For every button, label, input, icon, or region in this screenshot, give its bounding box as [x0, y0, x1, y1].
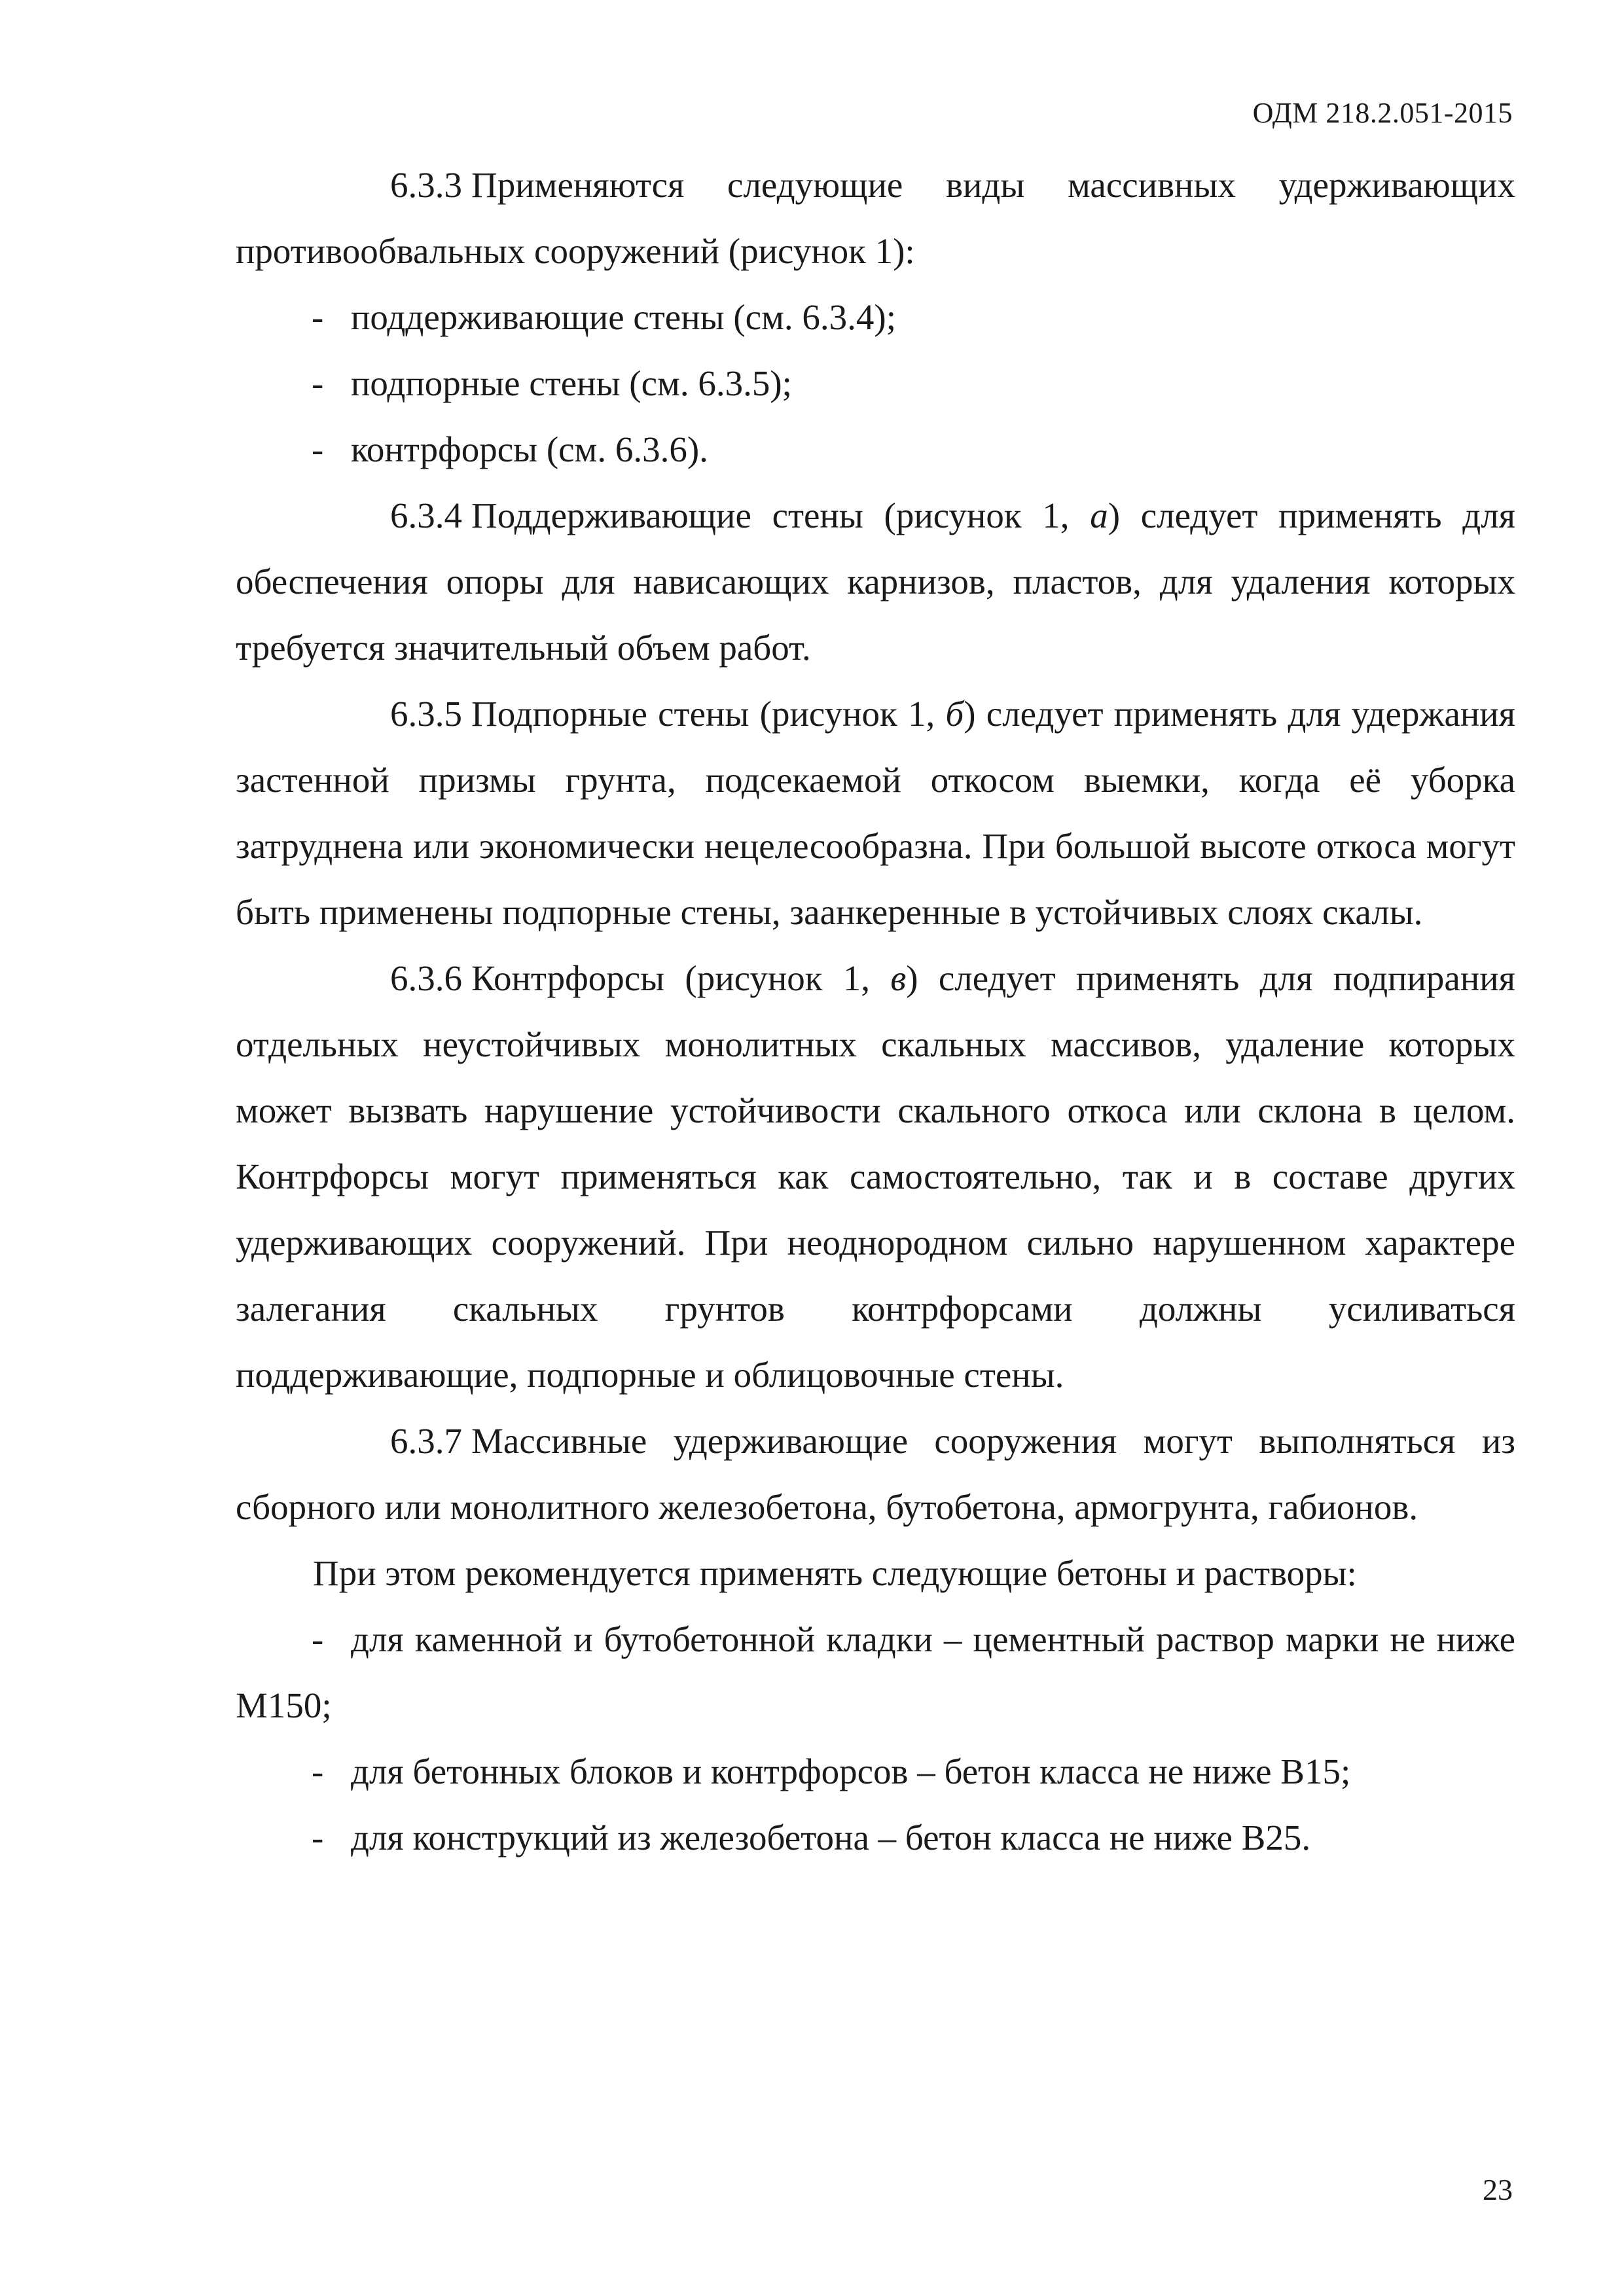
list-item-text: для бетонных блоков и контрфорсов – бетон класса не ниже В15; [351, 1751, 1351, 1791]
list-dash: - [312, 1818, 324, 1857]
paragraph-text: Поддерживающие стены (рисунок 1, [471, 495, 1070, 535]
list-dash: - [312, 363, 324, 403]
list-item [236, 1606, 1515, 1738]
list-item-text: для каменной и бутобетонной кладки – цементный раствор марки не ниже М150; [236, 1619, 1515, 1725]
list-item-text: поддерживающие стены (см. 6.3.4); [351, 297, 896, 337]
paragraph-text: ) следует применять для обеспечения опоры для нависающих карнизов, пластов, для удаления которых требуется значительный объем работ. [236, 495, 1515, 668]
paragraph-6-3-6 [236, 945, 1515, 1408]
paragraph-intro: При этом рекомендуется применять следующие бетоны и растворы: [313, 1553, 1357, 1593]
clause-number: 6.3.7 [390, 1421, 462, 1461]
paragraph-6-3-5 [236, 681, 1515, 945]
list-item [236, 350, 1515, 416]
clause-number: 6.3.6 [390, 958, 462, 998]
clause-number: 6.3.4 [390, 495, 462, 535]
clause-number: 6.3.3 [390, 165, 462, 205]
figure-letter: б [945, 694, 964, 734]
page-number: 23 [1483, 2173, 1513, 2206]
list-item [236, 416, 1515, 482]
list-dash: - [312, 1619, 324, 1659]
document-code-header: ОДМ 218.2.051-2015 [1252, 97, 1513, 129]
document-body [236, 152, 1515, 1871]
list-item-text: подпорные стены (см. 6.3.5); [351, 363, 792, 403]
list-dash: - [312, 429, 324, 469]
paragraph-6-3-4 [236, 482, 1515, 681]
list-item [236, 284, 1515, 350]
list-item-text: для конструкций из железобетона – бетон класса не ниже В25. [351, 1818, 1311, 1857]
list-item-text: контрфорсы (см. 6.3.6). [351, 429, 708, 469]
figure-letter: а [1090, 495, 1108, 535]
list-dash: - [312, 297, 324, 337]
paragraph-text: Подпорные стены (рисунок 1, [471, 694, 935, 734]
paragraph-6-3-3 [236, 152, 1515, 284]
paragraph-text: Массивные удерживающие сооружения могут выполняться из сборного или монолитного железобетона, бутобетона, армогрунта, габионов. [236, 1421, 1515, 1527]
list-item [236, 1738, 1515, 1804]
clause-number: 6.3.5 [390, 694, 462, 734]
paragraph-text: Контрфорсы (рисунок 1, [471, 958, 871, 998]
figure-letter: в [890, 958, 907, 998]
list-dash: - [312, 1751, 324, 1791]
paragraph-text: Применяются следующие виды массивных удерживающих противообвальных сооружений (рисунок 1): [236, 165, 1515, 271]
paragraph-text: ) следует применять для удержания застенной призмы грунта, подсекаемой откосом выемки, когда её уборка затруднена или экономически нецелесообразна. При большой высоте откоса могут быть применены подпорные стены, заанкеренные в устойчивых слоях скалы. [236, 694, 1516, 932]
list-item [236, 1804, 1515, 1871]
paragraph-6-3-7 [236, 1408, 1515, 1540]
paragraph-text: ) следует применять для подпирания отдельных неустойчивых монолитных скальных массивов, удаление которых может вызвать нарушение устойчивости скального откоса или склона в целом. Контрфорсы могут применяться как самостоятельно, так и в составе других удерживающих сооружений. При неоднородном сильно нарушенном характере залегания скальных грунтов контрфорсами должны усиливаться поддерживающие, подпорные и облицовочные стены. [236, 958, 1515, 1395]
